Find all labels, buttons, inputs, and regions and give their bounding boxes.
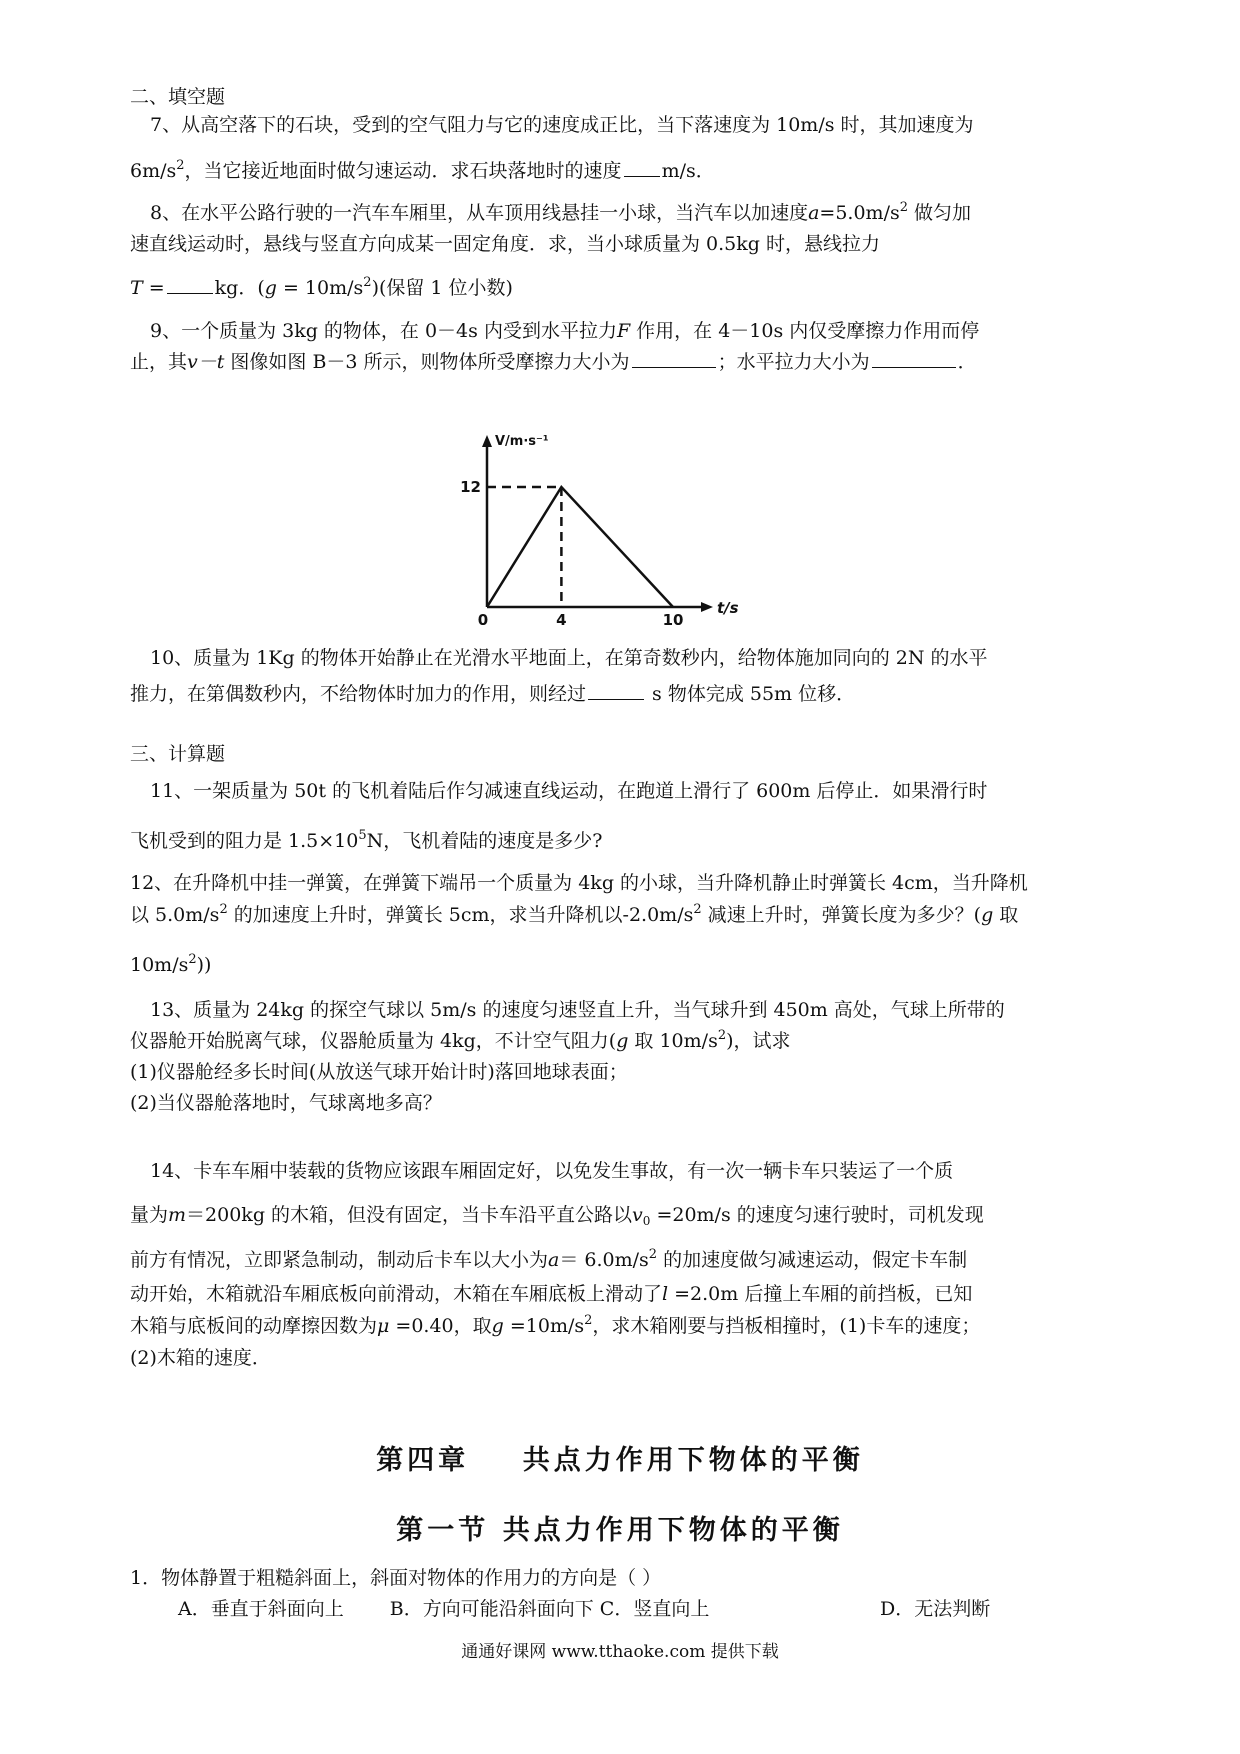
question-8-line-3: T = kg．$(g = 10m/s^2)$(保留 1 位小数) [130, 275, 513, 299]
x-axis-label: t/s [717, 599, 739, 617]
option-a[interactable]: A．垂直于斜面向上 [178, 1598, 344, 1620]
answer-blank[interactable] [624, 158, 660, 177]
x-tick-0: 0 [477, 611, 489, 625]
question-14-line-4: 动开始，木箱就沿车厢底板向前滑动，木箱在车厢底板上滑动了l =2.0m 后撞上车厢的前挡板，已知 [130, 1283, 973, 1305]
question-13-line-2: 仪器舱开始脱离气球，仪器舱质量为 4kg，不计空气阻力(g 取 $10m/s^2$)，试求 [130, 1028, 791, 1052]
question-13-part-2: (2)当仪器舱落地时，气球离地多高？ [130, 1092, 442, 1114]
section-3-title: 三、计算题 [130, 743, 226, 765]
answer-blank[interactable] [167, 275, 213, 294]
y-axis-arrow [482, 435, 492, 447]
question-14-line-5: 木箱与底板间的动摩擦因数为μ =0.40，取$g =10m/s^2$，求木箱刚要与挡板相撞时，(1)卡车的速度； [130, 1313, 981, 1337]
answer-blank[interactable] [588, 681, 644, 700]
question-14-line-2: 量为m＝200kg 的木箱，但没有固定，当卡车沿平直公路以$v_0 =20m/s$ 的速度匀速行驶时，司机发现 [130, 1204, 984, 1228]
question-14-line-3: 前方有情况，立即紧急制动，制动后卡车以大小为$a= 6.0m/s^2$ 的加速度做匀减速运动，假定卡车制 [130, 1247, 968, 1271]
question-11-line-1: 11、一架质量为 50t 的飞机着陆后作匀减速直线运动，在跑道上滑行了 600m 后停止．如果滑行时 [150, 780, 988, 802]
choice-question-1-stem: 1．物体静置于粗糙斜面上，斜面对物体的作用力的方向是（ ） [130, 1567, 662, 1589]
x-axis-arrow [701, 602, 713, 612]
page-footer: 通通好课网 www.tthaoke.com 提供下载 [461, 1642, 779, 1662]
question-9-line-2: 止，其v－t 图像如图 B－3 所示，则物体所受摩擦力大小为 ；水平拉力大小为 ． [130, 351, 977, 373]
question-14-line-6: (2)木箱的速度． [130, 1347, 271, 1369]
question-13-line-1: 13、质量为 24kg 的探空气球以 5m/s 的速度匀速竖直上升，当气球升到 450m 高处，气球上所带的 [150, 999, 1005, 1021]
answer-blank[interactable] [632, 349, 716, 368]
velocity-line [487, 487, 673, 607]
section-title: 第一节 共点力作用下物体的平衡 [396, 1515, 844, 1546]
question-7-line-1: 7、从高空落下的石块，受到的空气阻力与它的速度成正比，当下落速度为 10m/s 时，其加速度为 [150, 114, 974, 136]
chapter-title: 第四章 共点力作用下物体的平衡 [376, 1445, 864, 1476]
option-b[interactable]: B．方向可能沿斜面向下 C．竖直向上 [389, 1598, 710, 1620]
x-tick-10: 10 [662, 611, 684, 625]
x-tick-4: 4 [556, 611, 567, 625]
question-8-line-1: 8、在水平公路行驶的一汽车车厢里，从车顶用线悬挂一小球，当汽车以加速度$a=5.0m/s^2$ 做匀加 [150, 200, 972, 224]
option-d[interactable]: D．无法判断 [880, 1598, 991, 1620]
y-tick-12: 12 [460, 478, 481, 496]
choice-question-1-options [178, 1596, 1108, 1622]
question-11-line-2: 飞机受到的阻力是 $1.5\times 10^5N$，飞机着陆的速度是多少? [130, 828, 603, 852]
answer-blank[interactable] [872, 349, 956, 368]
y-axis-label: V/m·s⁻¹ [495, 434, 549, 449]
question-14-line-1: 14、卡车车厢中装载的货物应该跟车厢固定好，以免发生事故，有一次一辆卡车只装运了一个质 [150, 1160, 954, 1182]
question-10-line-1: 10、质量为 1Kg 的物体开始静止在光滑水平地面上，在第奇数秒内，给物体施加同向的 2N 的水平 [150, 647, 988, 669]
question-12-line-2: 以 $5.0m/s^2$ 的加速度上升时，弹簧长 5cm，求当升降机以$-2.0m/s^2$ 减速上升时，弹簧长度为多少？(g 取 [130, 902, 1019, 926]
question-12-line-1: 12、在升降机中挂一弹簧，在弹簧下端吊一个质量为 4kg 的小球，当升降机静止时弹簧长 4cm，当升降机 [130, 872, 1028, 894]
velocity-time-chart [455, 425, 745, 625]
section-2-title: 二、填空题 [130, 86, 226, 108]
question-13-part-1: (1)仪器舱经多长时间(从放送气球开始计时)落回地球表面； [130, 1061, 628, 1083]
question-7-line-2: $6m/s^2$，当它接近地面时做匀速运动．求石块落地时的速度 m/s． [130, 158, 715, 182]
question-9-line-1: 9、一个质量为 3kg 的物体，在 0－4s 内受到水平拉力F 作用，在 4－10s 内仅受摩擦力作用而停 [150, 320, 980, 342]
question-8-line-2: 速直线运动时，悬线与竖直方向成某一固定角度．求，当小球质量为 0.5kg 时，悬线拉力 [130, 233, 880, 255]
question-10-line-2: 推力，在第偶数秒内，不给物体时加力的作用，则经过 s 物体完成 55m 位移． [130, 683, 856, 705]
question-12-line-3: $10m/s^2$)) [130, 952, 212, 976]
